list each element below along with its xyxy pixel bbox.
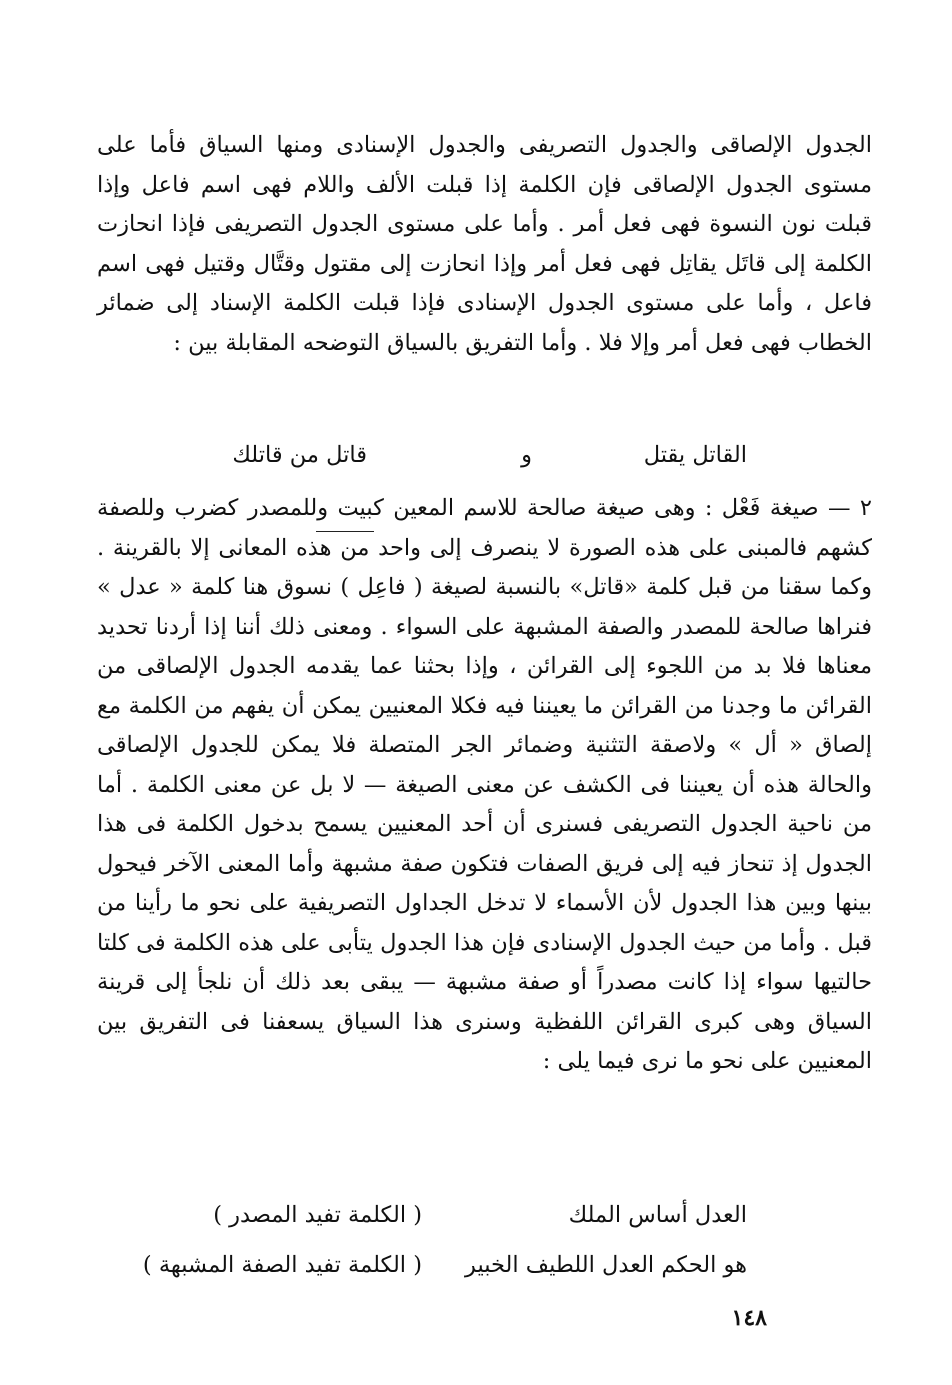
example-contrast-row — [0, 440, 952, 470]
paragraph-section-2: ٢ — صيغة فَعْل : وهى صيغة صالحة للاسم المعين كبيت وللمصدر كضرب وللصفة كشهم فالمبنى على هذه الصورة لا ينصرف إلى واحد من هذه المعانى إلا بالقرينة . وكما سقنا من قبل كلمة «قاتل» بالنسبة لصيغة ( فاعِل ) نسوق هنا كلمة « عدل » فنراها صالحة للمصدر والصفة المشبهة على السواء . ومعنى ذلك أننا إذا أردنا تحديد معناها فلا بد من اللجوء إلى القرائن ، وإذا بحثنا عما يقدمه الجدول الإلصاقى من القرائن ما وجدنا من القرائن ما يعيننا فيه فكلا المعنيين يمكن أن يفهم من الكلمة مع إلصاق « أل » ولاصقة التثنية وضمائر الجر المتصلة فلا يمكن للجدول الإلصاقى والحالة هذه أن يعيننا فى الكشف عن معنى الصيغة — لا بل عن معنى الكلمة . أما من ناحية الجدول التصريفى فسنرى أن أحد المعنيين يسمح بدخول الكلمة فى هذا الجدول إذ تنحاز فيه إلى فريق الصفات فتكون صفة مشبهة وأما المعنى الآخر فيحول بينها وبين هذا الجدول لأن الأسماء لا تدخل الجداول التصريفية على نحو ما رأينا من قبل . وأما من حيث الجدول الإسنادى فإن هذا الجدول يتأبى على هذه الكلمة فى كلتا حالتيها سواء إذا كانت مصدراً أو صفة مشبهة — يبقى بعد ذلك أن نلجأ إلى قرينة السياق وهى كبرى القرائن اللفظية وسنرى هذا السياق يسعفنا فى التفريق بين المعنيين على نحو ما نرى فيما يلى : — [97, 495, 872, 1074]
example-note: ( الكلمة تفيد الصفة المشبهة ) — [142, 1252, 422, 1278]
example-conjunction: و — [521, 442, 532, 468]
example-right-phrase: قاتل من قاتلك — [232, 442, 367, 468]
example-left-phrase: القاتل يقتل — [643, 442, 747, 468]
example-sentence: العدل أساس الملك — [568, 1202, 747, 1228]
page-number: ١٤٨ — [731, 1305, 767, 1331]
paragraph-intro: الجدول الإلصاقى والجدول التصريفى والجدول الإسنادى ومنها السياق فأما على مستوى الجدول الإلصاقى فإن الكلمة إذا قبلت الألف واللام فهى اسم فاعل وإذا قبلت نون النسوة فهى فعل أمر . وأما على مستوى الجدول التصريفى فإذا انحازت الكلمة إلى قاتَل يقاتِل فهى فعل أمر وإذا انحازت إلى مقتول وقتَّال وقتيل فهى اسم فاعل ، وأما على مستوى الجدول الإسنادى فإذا قبلت الكلمة الإسناد إلى ضمائر الخطاب فهى فعل أمر وإلا فلا . وأما التفريق بالسياق التوضحه المقابلة بين : — [97, 132, 872, 356]
example-note: ( الكلمة تفيد المصدر ) — [213, 1202, 422, 1228]
example-row-sifa — [0, 1250, 952, 1280]
example-sentence: هو الحكم العدل اللطيف الخبير — [465, 1252, 747, 1278]
heading-underline — [316, 531, 374, 532]
example-row-masdar — [0, 1200, 952, 1230]
